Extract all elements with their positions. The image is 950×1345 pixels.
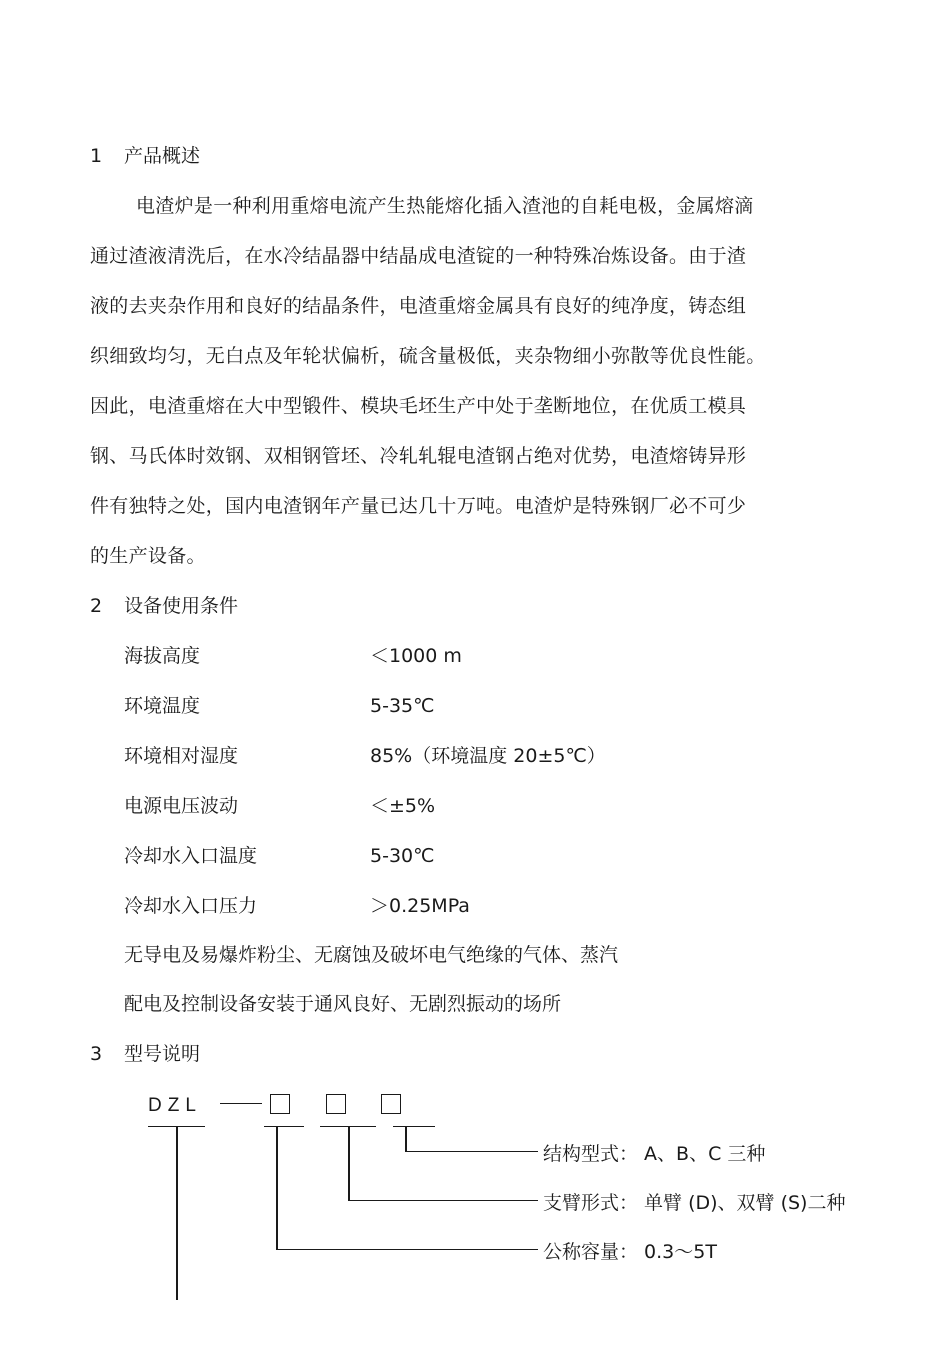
leader-arm-vertical	[348, 1126, 350, 1200]
paragraph-line: 因此，电渣重熔在大中型锻件、模块毛坯生产中处于垄断地位，在优质工模具	[90, 395, 747, 417]
condition-value: 5-30℃	[370, 845, 435, 867]
code-box-arm	[326, 1094, 346, 1114]
paragraph-line: 钢、马氏体时效钢、双相钢管坯、冷轧轧辊电渣钢占绝对优势，电渣熔铸异形	[90, 445, 747, 467]
leader-structure-vertical	[405, 1126, 407, 1152]
paragraph-line: 织细致均匀，无白点及年轮状偏析，硫含量极低，夹杂物细小弥散等优良性能。	[90, 345, 766, 367]
condition-label: 电源电压波动	[124, 795, 239, 817]
paragraph-line: 件有独特之处，国内电渣钢年产量已达几十万吨。电渣炉是特殊钢厂必不可少	[90, 495, 747, 517]
paragraph-line: 电渣炉是一种利用重熔电流产生热能熔化插入渣池的自耗电极，金属熔滴	[136, 195, 754, 217]
paragraph-line: 通过渣液清洗后，在水冷结晶器中结晶成电渣锭的一种特殊冶炼设备。由于渣	[90, 245, 747, 267]
condition-value: ＜±5%	[370, 795, 436, 817]
section-heading-2	[90, 594, 238, 618]
condition-value: 85%（环境温度 20±5℃）	[370, 745, 606, 767]
label-arm-type: 支臂形式： 单臂 (D)、双臂 (S)二种	[543, 1192, 846, 1214]
condition-label: 海拔高度	[124, 645, 201, 667]
condition-label: 冷却水入口温度	[124, 845, 258, 867]
paragraph-line: 液的去夹杂作用和良好的结晶条件，电渣重熔金属具有良好的纯净度，铸态组	[90, 295, 747, 317]
leader-arm-horizontal	[348, 1200, 538, 1201]
section-heading-1	[90, 144, 200, 168]
leader-capacity-vertical	[276, 1126, 278, 1250]
paragraph-line: 的生产设备。	[90, 545, 206, 567]
leader-code-vertical	[176, 1126, 178, 1300]
section-number: 3	[90, 1043, 103, 1065]
condition-label: 环境相对湿度	[124, 745, 239, 767]
code-box-structure	[381, 1094, 401, 1114]
condition-value: 5-35℃	[370, 695, 435, 717]
condition-label: 环境温度	[124, 695, 201, 717]
leader-capacity-horizontal	[276, 1249, 538, 1250]
model-code: DZL	[148, 1095, 202, 1116]
condition-value: ＜1000 m	[370, 645, 462, 667]
condition-label: 冷却水入口压力	[124, 895, 258, 917]
section-number: 2	[90, 595, 103, 617]
condition-note: 无导电及易爆炸粉尘、无腐蚀及破坏电气绝缘的气体、蒸汽	[124, 944, 619, 966]
code-box-capacity	[270, 1094, 290, 1114]
section-heading-3	[90, 1042, 200, 1066]
condition-note: 配电及控制设备安装于通风良好、无剧烈振动的场所	[124, 993, 562, 1015]
label-nominal-capacity: 公称容量： 0.3～5T	[543, 1241, 717, 1263]
section-number: 1	[90, 145, 103, 167]
section-title: 设备使用条件	[124, 595, 239, 617]
section-title: 产品概述	[124, 145, 201, 167]
section-title: 型号说明	[124, 1043, 201, 1065]
label-structure-type: 结构型式： A、B、C 三种	[543, 1143, 766, 1165]
leader-structure-horizontal	[405, 1151, 538, 1152]
code-dash	[220, 1103, 262, 1104]
condition-value: ＞0.25MPa	[370, 895, 470, 917]
underline-structure	[393, 1126, 435, 1127]
underline-capacity	[264, 1126, 304, 1127]
